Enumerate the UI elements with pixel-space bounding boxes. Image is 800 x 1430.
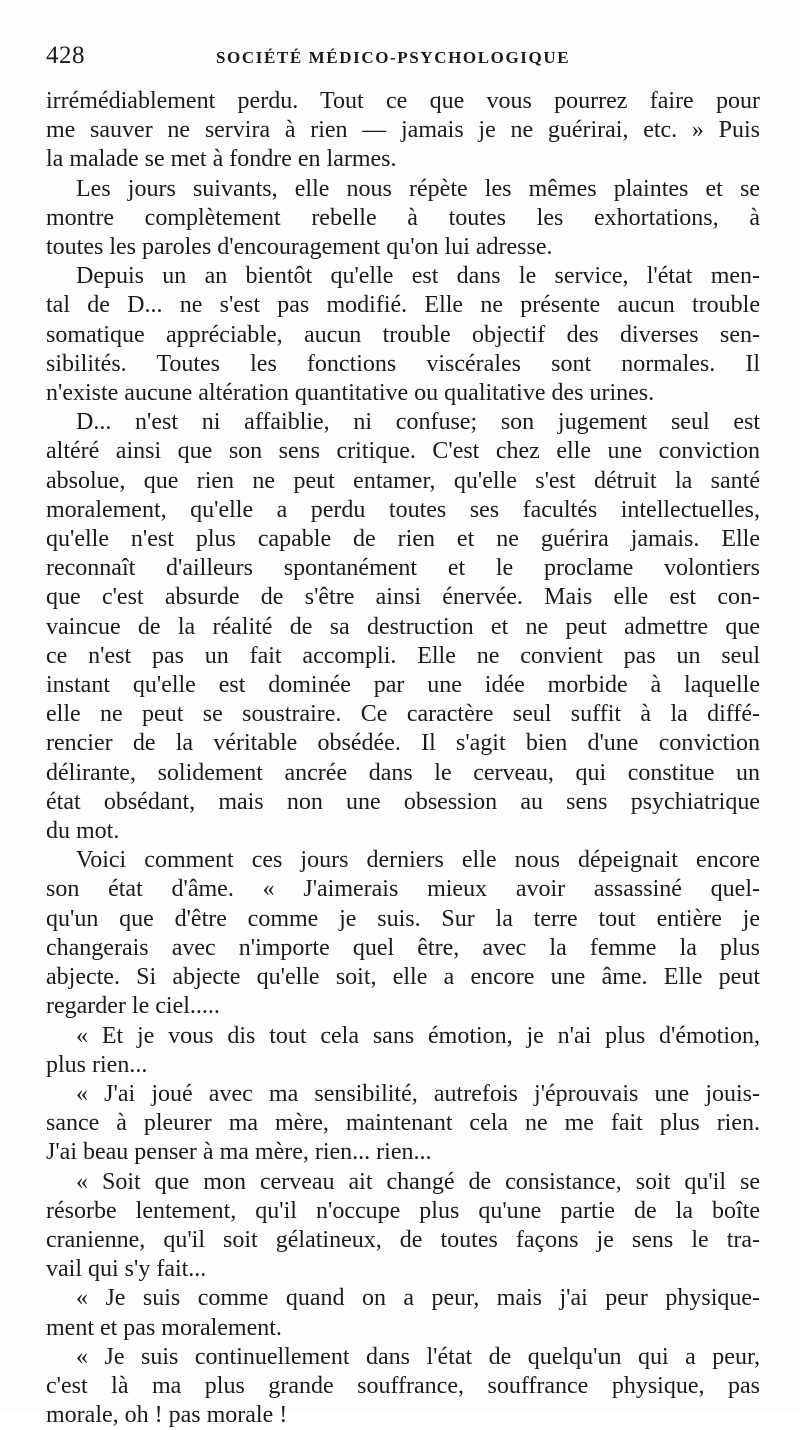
text-line: sance à pleurer ma mère, maintenant cela ne me fait plus rien.: [46, 1110, 760, 1137]
text-line: « Et je vous dis tout cela sans émotion, je n'ai plus d'émotion,: [76, 1022, 760, 1049]
text-line: Les jours suivants, elle nous répète les mêmes plaintes et se: [76, 175, 760, 202]
text-line: J'ai beau penser à ma mère, rien... rien...: [46, 1139, 432, 1166]
text-line: ce n'est pas un fait accompli. Elle ne convient pas un seul: [46, 642, 760, 669]
text-line: du mot.: [46, 818, 120, 845]
text-line: morale, oh ! pas morale !: [46, 1402, 288, 1429]
text-line: vail qui s'y fait...: [46, 1256, 207, 1283]
body-text: [46, 87, 760, 1430]
text-line: absolue, que rien ne peut entamer, qu'elle s'est détruit la santé: [46, 467, 760, 494]
text-line: que c'est absurde de s'être ainsi énervée. Mais elle est con-: [46, 584, 760, 611]
text-line: reconnaît d'ailleurs spontanément et le proclame volontiers: [46, 555, 760, 582]
text-line: elle ne peut se soustraire. Ce caractère seul suffit à la diffé-: [46, 701, 760, 728]
page-header: [46, 42, 762, 74]
text-line: « Je suis comme quand on a peur, mais j'ai peur physique-: [76, 1285, 760, 1312]
text-line: « Soit que mon cerveau ait changé de consistance, soit qu'il se: [76, 1168, 760, 1195]
text-line: instant qu'elle est dominée par une idée morbide à laquelle: [46, 672, 760, 699]
text-line: altéré ainsi que son sens critique. C'est chez elle une conviction: [46, 438, 760, 465]
text-line: son état d'âme. « J'aimerais mieux avoir assassiné quel-: [46, 876, 760, 903]
text-line: moralement, qu'elle a perdu toutes ses facultés intellectuelles,: [46, 496, 760, 523]
text-line: changerais avec n'importe quel être, avec la femme la plus: [46, 934, 760, 961]
text-line: ment et pas moralement.: [46, 1314, 282, 1341]
text-line: sibilités. Toutes les fonctions viscérales sont normales. Il: [46, 350, 760, 377]
text-line: état obsédant, mais non une obsession au sens psychiatrique: [46, 788, 760, 815]
text-line: la malade se met à fondre en larmes.: [46, 146, 397, 173]
text-line: cranienne, qu'il soit gélatineux, de toutes façons je sens le tra-: [46, 1226, 760, 1253]
text-line: abjecte. Si abjecte qu'elle soit, elle a encore une âme. Elle peut: [46, 964, 760, 991]
text-line: rencier de la véritable obsédée. Il s'agit bien d'une conviction: [46, 730, 760, 757]
running-head: SOCIÉTÉ MÉDICO-PSYCHOLOGIQUE: [216, 48, 571, 67]
text-line: n'existe aucune altération quantitative ou qualitative des urines.: [46, 380, 655, 407]
text-line: Voici comment ces jours derniers elle nous dépeignait encore: [76, 847, 760, 874]
text-line: « Je suis continuellement dans l'état de quelqu'un qui a peur,: [76, 1343, 760, 1370]
text-line: délirante, solidement ancrée dans le cerveau, qui constitue un: [46, 759, 760, 786]
text-line: toutes les paroles d'encouragement qu'on lui adresse.: [46, 234, 553, 261]
text-line: vaincue de la réalité de sa destruction et ne peut admettre que: [46, 613, 760, 640]
text-line: « J'ai joué avec ma sensibilité, autrefois j'éprouvais une jouis-: [76, 1080, 760, 1107]
text-line: tal de D... ne s'est pas modifié. Elle ne présente aucun trouble: [46, 292, 760, 319]
text-line: me sauver ne servira à rien — jamais je ne guérirai, etc. » Puis: [46, 117, 760, 144]
page-number: 428: [46, 42, 85, 69]
text-line: qu'elle n'est plus capable de rien et ne guérira jamais. Elle: [46, 526, 760, 553]
text-line: regarder le ciel.....: [46, 993, 220, 1020]
text-line: Depuis un an bientôt qu'elle est dans le service, l'état men-: [76, 263, 760, 290]
text-line: somatique appréciable, aucun trouble objectif des diverses sen-: [46, 321, 760, 348]
text-line: montre complètement rebelle à toutes les exhortations, à: [46, 204, 760, 231]
text-line: c'est là ma plus grande souffrance, souffrance physique, pas: [46, 1372, 760, 1399]
text-line: résorbe lentement, qu'il n'occupe plus qu'une partie de la boîte: [46, 1197, 760, 1224]
text-line: plus rien...: [46, 1051, 148, 1078]
text-line: irrémédiablement perdu. Tout ce que vous pourrez faire pour: [46, 88, 760, 114]
text-line: qu'un que d'être comme je suis. Sur la terre tout entière je: [46, 905, 760, 932]
text-line: D... n'est ni affaiblie, ni confuse; son jugement seul est: [76, 409, 760, 436]
